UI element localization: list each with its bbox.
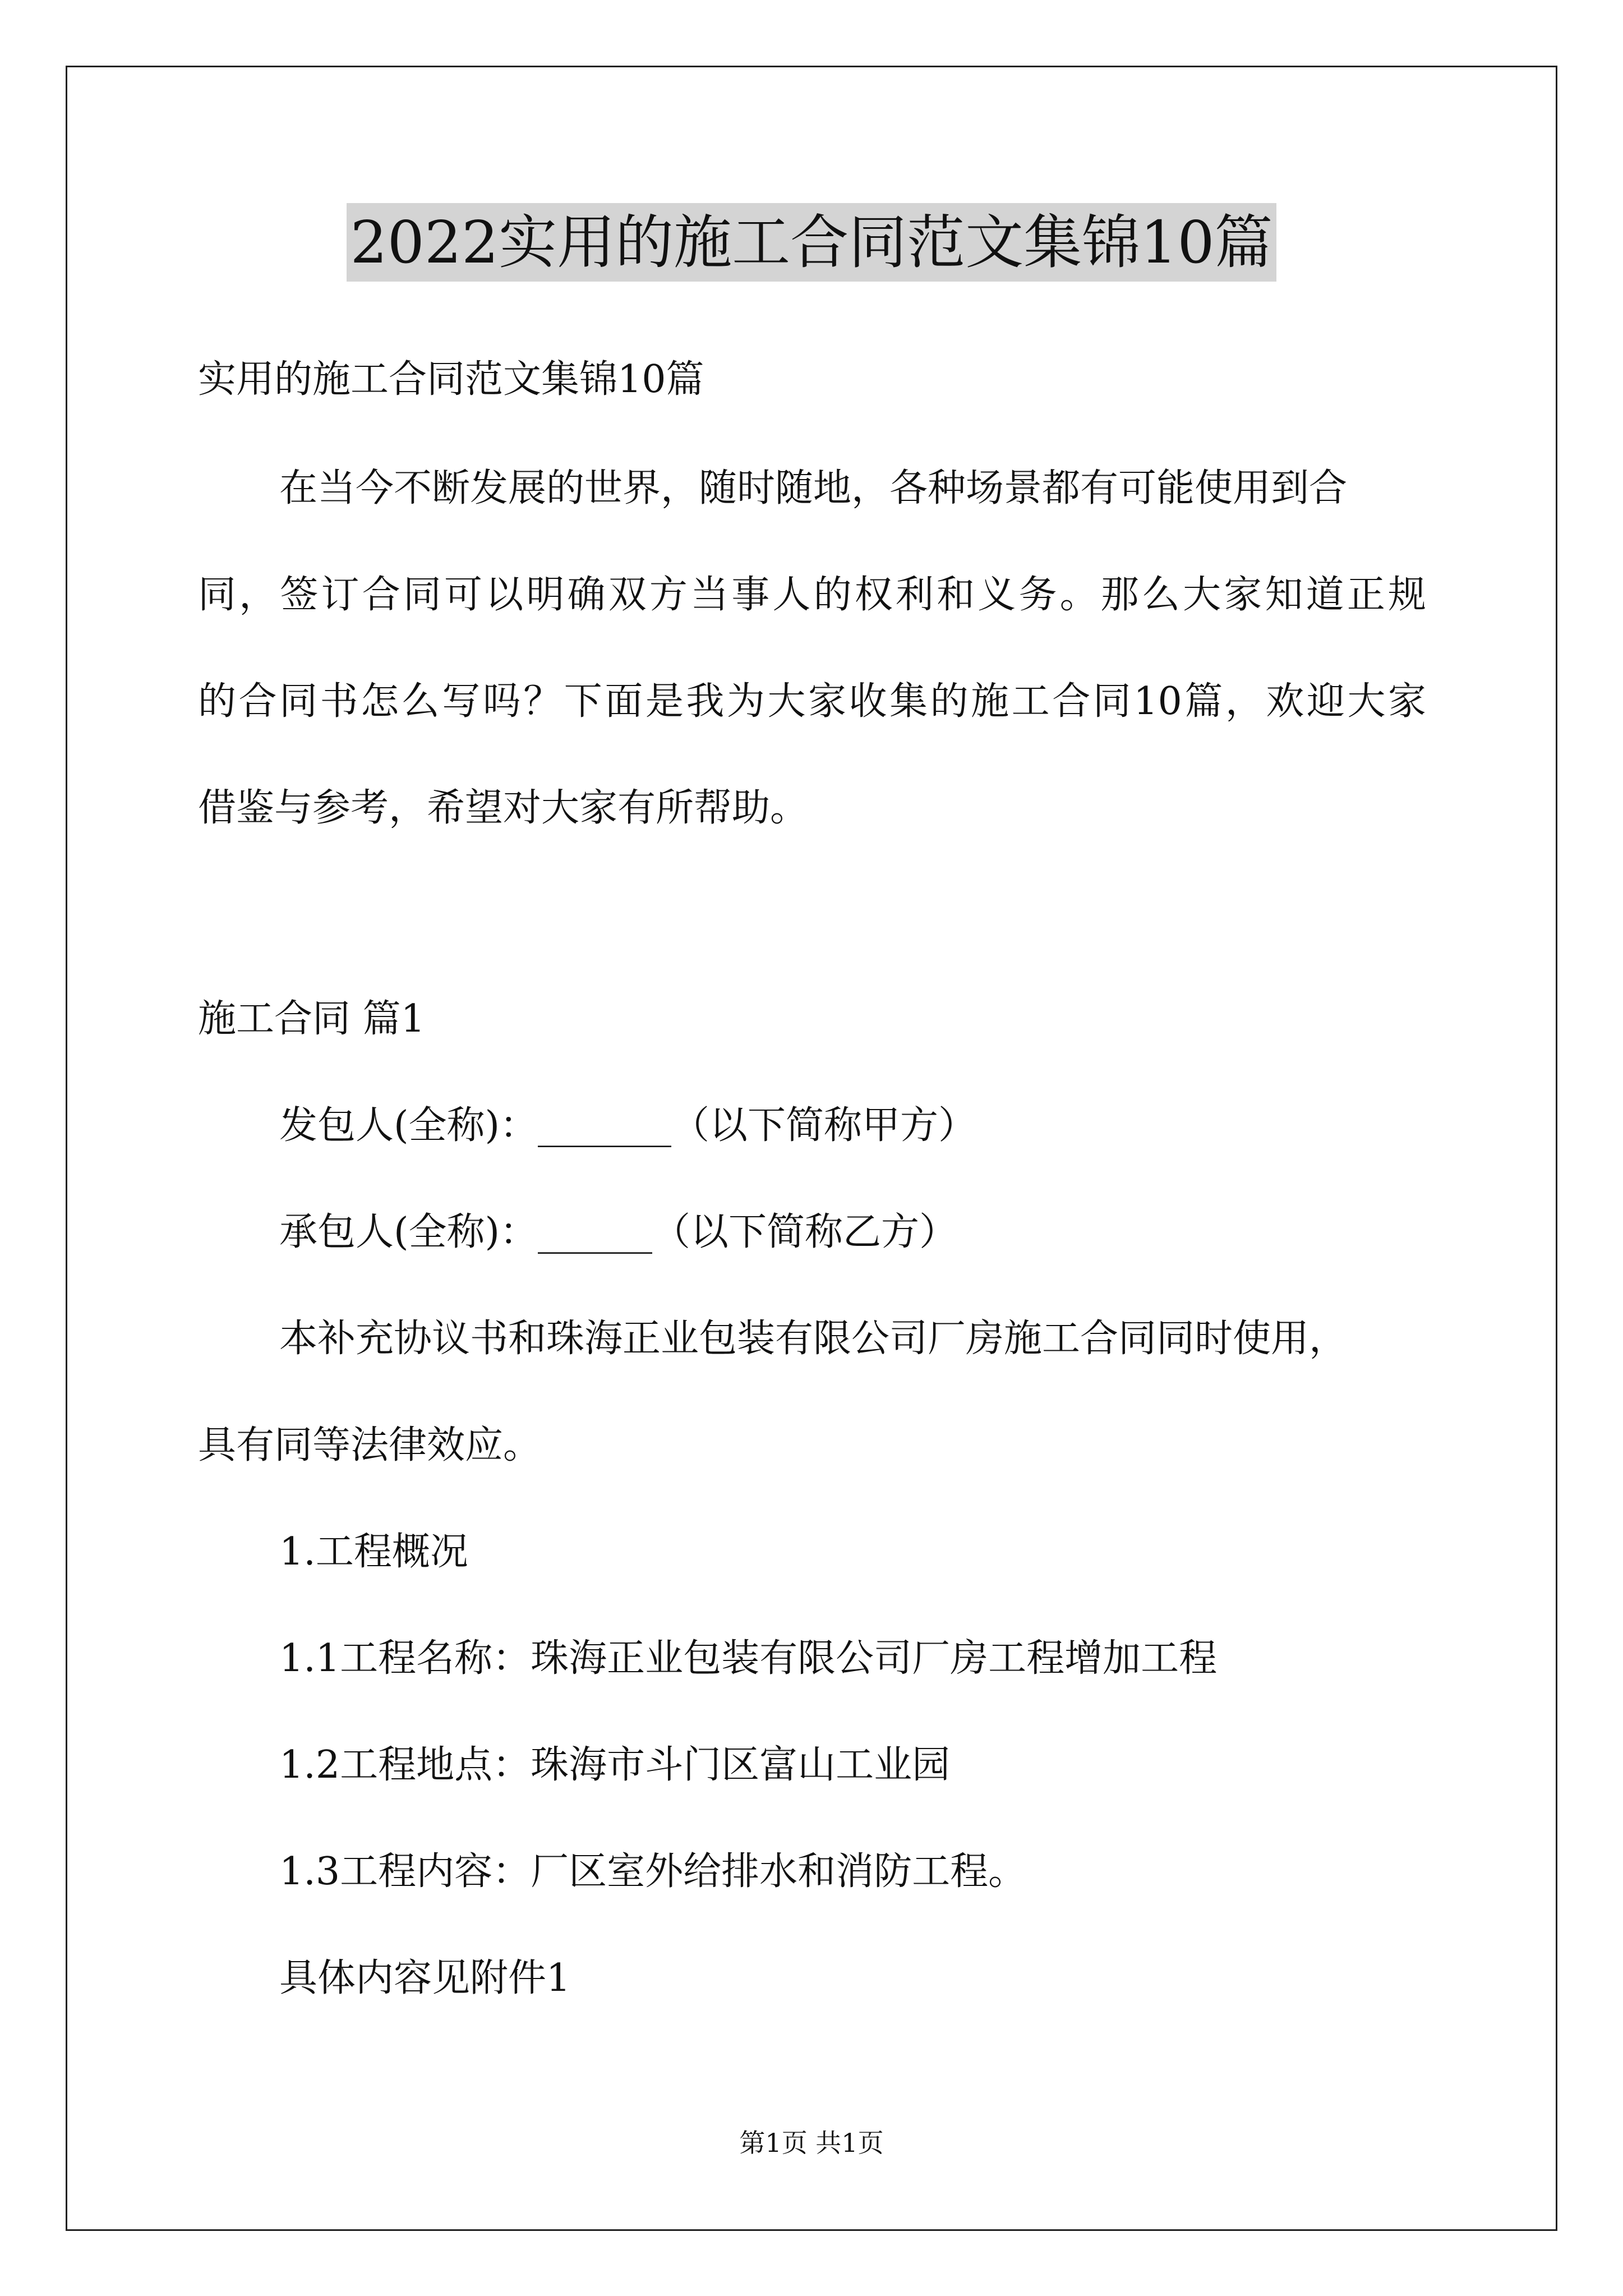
section-heading: 施工合同 篇1 — [198, 997, 425, 1041]
clause-project-name: 1.1工程名称：珠海正业包装有限公司厂房工程增加工程 — [279, 1636, 1218, 1681]
clause-project-overview: 1.工程概况 — [279, 1530, 468, 1574]
document-subtitle: 实用的施工合同范文集锦10篇 — [198, 357, 704, 402]
intro-line-3: 的合同书怎么写吗？下面是我为大家收集的施工合同10篇，欢迎大家 — [198, 679, 1426, 724]
clause-project-content: 1.3工程内容：厂区室外给排水和消防工程。 — [279, 1849, 1027, 1894]
clause-project-location: 1.2工程地点：珠海市斗门区富山工业园 — [279, 1743, 951, 1787]
document-title-text: 2022实用的施工合同范文集锦10篇 — [347, 203, 1276, 282]
page-footer: 第1页 共1页 — [739, 2128, 884, 2158]
attachment-note: 具体内容见附件1 — [279, 1956, 571, 2000]
document-title — [0, 203, 1623, 282]
party-a-line: 发包人(全称)：_______（以下简称甲方） — [279, 1103, 977, 1148]
party-b-line: 承包人(全称)：______（以下简称乙方） — [279, 1210, 958, 1254]
intro-line-1: 在当今不断发展的世界，随时随地，各种场景都有可能使用到合 — [279, 466, 1348, 510]
intro-line-4: 借鉴与参考，希望对大家有所帮助。 — [198, 786, 809, 830]
agreement-line-2: 具有同等法律效应。 — [198, 1423, 542, 1467]
intro-line-2: 同，签订合同可以明确双方当事人的权利和义务。那么大家知道正规 — [198, 573, 1426, 617]
agreement-line-1: 本补充协议书和珠海正业包装有限公司厂房施工合同同时使用， — [279, 1317, 1348, 1361]
